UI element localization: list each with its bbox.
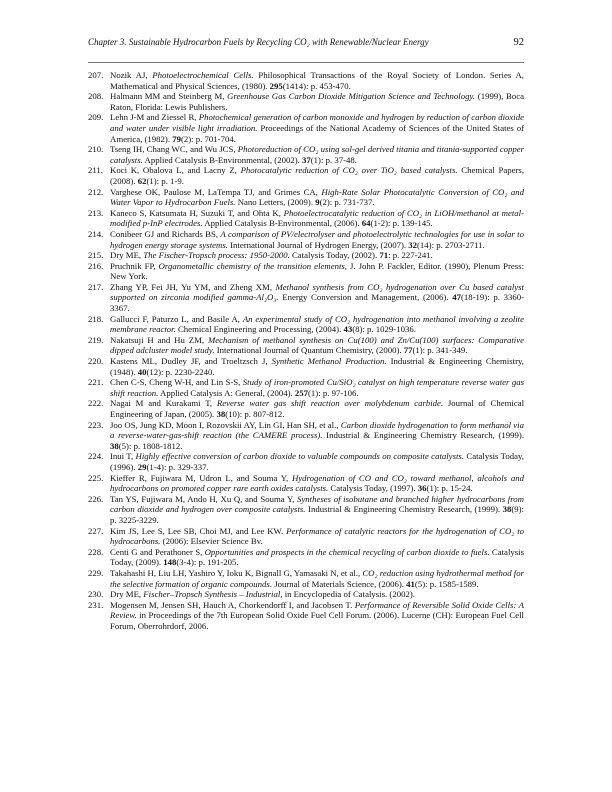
- reference-authors: Inui T,: [110, 451, 136, 462]
- reference-item: [88, 547, 524, 568]
- reference-authors: Dry ME,: [110, 589, 144, 600]
- reference-authors: Centi G and Perathoner S,: [110, 546, 205, 557]
- reference-title: An experimental study of CO₂ hydrogenation into methanol involving a zeolite membrane reactor.: [110, 313, 524, 335]
- reference-number: 223.: [88, 419, 104, 430]
- reference-title: The Fischer-Tropsch process: 1950-2000.: [143, 250, 290, 261]
- reference-volume: 37: [302, 154, 311, 165]
- reference-source: Applied Catalysis B-Environmental, (2006).: [202, 218, 362, 229]
- reference-title: High-Rate Solar Photocatalytic Conversion of CO₂ and Water Vapor to Hydrocarbon Fuels.: [110, 186, 524, 208]
- reference-item: [88, 314, 524, 335]
- reference-number: 207.: [88, 70, 104, 80]
- reference-item: [88, 589, 524, 600]
- reference-pages: (3-4): p. 191-205.: [176, 557, 239, 568]
- reference-title: Photoreduction of CO₂ using sol-gel derived titania and titania-supported copper catalysts.: [110, 144, 524, 165]
- reference-item: [88, 356, 524, 377]
- reference-pages: (9): p. 3225-3229.: [110, 504, 524, 525]
- reference-number: 219.: [88, 334, 104, 345]
- reference-item: [88, 420, 524, 452]
- reference-pages: (14): p. 2703-2711.: [417, 239, 485, 250]
- reference-source: Applied Catalysis A: General, (2004).: [158, 387, 295, 398]
- reference-authors: Lehn J-M and Ziessel R,: [110, 112, 199, 123]
- reference-number: 211.: [88, 165, 103, 176]
- reference-number: 225.: [88, 472, 104, 483]
- reference-number: 210.: [88, 144, 104, 155]
- reference-item: [88, 282, 524, 314]
- reference-source: Catalysis Today, (1997).: [328, 483, 418, 494]
- reference-volume: 257: [294, 387, 308, 398]
- reference-title: Photoelectrocatalytic reduction of CO₂ in LiOH/methanol at metal-modified p-InP electrodes.: [110, 207, 524, 229]
- reference-authors: Kieffer R, Fujiwara M, Udron L, and Souma Y,: [110, 472, 292, 483]
- reference-item: [88, 70, 524, 91]
- reference-item: [88, 187, 524, 208]
- reference-item: [88, 208, 524, 229]
- reference-source: Catalysis Today, (2002).: [289, 250, 380, 261]
- reference-authors: Gallucci F, Paturzo L, and Basile A,: [110, 313, 243, 324]
- reference-source: Catalysis Today, (1996).: [110, 451, 524, 472]
- reference-number: 212.: [88, 186, 104, 197]
- reference-title: Highly effective conversion of carbon dioxide to valuable compounds on composite catalysts.: [135, 451, 464, 462]
- reference-pages: (18-19): p. 3360-3367.: [110, 292, 524, 314]
- reference-title: Syntheses of isobutane and branched higher hydrocarbons from carbon dioxide and hydrogen over composite catalysts.: [110, 493, 524, 515]
- reference-pages: (1): p. 37-48.: [310, 154, 357, 165]
- reference-title: Organometallic chemistry of the transition elements: [158, 260, 345, 271]
- reference-title: CO₂ reduction using hydrothermal method for the selective formation of organic compounds.: [110, 567, 524, 589]
- reference-authors: Nagai M and Kurakami T,: [110, 398, 217, 409]
- reference-volume: 32: [408, 239, 417, 250]
- chapter-title: Chapter 3. Sustainable Hydrocarbon Fuels by Recycling CO₂ with Renewable/Nuclear Energy: [88, 37, 429, 47]
- reference-pages: : p. 227-241.: [388, 250, 433, 261]
- reference-title: Study of iron-promoted Cu/SiO₂ catalyst on high temperature reverse water gas shift reaction.: [110, 377, 524, 398]
- reference-title: Photocatalytic reduction of CO₂ over TiO₂ based catalysts.: [240, 165, 458, 176]
- reference-title: Photoelectrochemical Cells.: [152, 70, 254, 80]
- reference-item: [88, 600, 524, 632]
- reference-item: [88, 261, 524, 282]
- reference-title: Carbon dioxide hydrogenation to form methanol via a reverse-water-gas-shift reaction (the CAMERE process).: [110, 419, 524, 441]
- reference-source: Industrial & Engineering Chemistry, (1948).: [110, 356, 524, 377]
- reference-volume: 38: [502, 504, 512, 515]
- reference-pages: (5): p. 1808-1812.: [118, 440, 183, 451]
- reference-pages: (5): p. 1585-1589.: [414, 578, 479, 589]
- reference-number: 213.: [88, 207, 104, 218]
- reference-authors: Joo OS, Jung KD, Moon I, Rozovskii AY, Lin GI, Han SH, et al.,: [110, 419, 341, 430]
- reference-title: Hydrogenation of CO and CO₂ toward methanol, alcohols and hydrocarbons on promoted copper rare earth oxides catalysts.: [110, 472, 524, 494]
- reference-authors: Koci K, Obalova L, and Lacny Z,: [110, 165, 241, 176]
- reference-source: International Journal of Quantum Chemistry, (2000).: [214, 345, 404, 356]
- reference-title: Photochemical generation of carbon monoxide and hydrogen by reduction of carbon dioxide and water under visible light irradiation.: [110, 112, 524, 133]
- reference-pages: (12): p. 2230-2240.: [146, 366, 215, 377]
- reference-volume: 38: [216, 409, 226, 419]
- reference-volume: 71: [379, 250, 389, 261]
- reference-volume: 41: [406, 578, 415, 589]
- reference-source: Catalysis Today, (2009).: [110, 546, 524, 568]
- reference-source: International Journal of Hydrogen Energy, (2007).: [227, 239, 409, 250]
- reference-source: , in Encyclopedia of Catalysis. (2002).: [280, 589, 415, 600]
- reference-source: Chemical Papers, (2008).: [110, 165, 525, 186]
- reference-item: [88, 494, 524, 526]
- reference-pages: (1414): p. 453-470.: [282, 80, 351, 91]
- running-header: [88, 37, 524, 53]
- reference-list: [88, 70, 524, 631]
- reference-item: [88, 451, 524, 472]
- reference-number: 216.: [88, 260, 104, 271]
- reference-item: [88, 229, 524, 250]
- reference-source: Nano Letters, (2009).: [235, 197, 316, 208]
- reference-authors: Zhang YP, Fei JH, Yu YM, and Zheng XM,: [110, 281, 276, 292]
- reference-number: 222.: [88, 398, 104, 409]
- reference-authors: Kaneco S, Katsumata H, Suzuki T, and Ohta K,: [110, 207, 284, 218]
- reference-volume: 43: [343, 324, 353, 335]
- reference-volume: 40: [137, 366, 147, 377]
- reference-item: [88, 165, 524, 186]
- reference-number: 228.: [88, 546, 104, 557]
- reference-title: Methanol synthesis from CO₂ hydrogenation over Cu based catalyst supported on zirconia modified gamma-Al₂O₃.: [110, 281, 524, 303]
- reference-item: [88, 112, 524, 144]
- reference-source: Applied Catalysis B-Environmental, (2002).: [142, 154, 302, 165]
- reference-title: Performance of Reversible Solid Oxide Cells: A Review.: [110, 599, 524, 621]
- reference-source: (1999), Boca Raton, Florida: Lewis Publishers.: [110, 91, 524, 112]
- reference-authors: Conibeer GJ and Richards BS,: [110, 228, 221, 239]
- reference-volume: 38: [110, 440, 119, 451]
- reference-title: Synthetic Methanol Production.: [271, 356, 387, 367]
- reference-item: [88, 335, 524, 356]
- reference-source: Philosophical Transactions of the Royal Society of London. Series A, Mathematical and Physical Sciences, (1980).: [110, 70, 524, 91]
- reference-number: 226.: [88, 493, 104, 504]
- reference-title: Performance of catalytic reactors for the hydrogenation of CO₂ to hydrocarbons.: [110, 525, 525, 547]
- reference-authors: Nozik AJ,: [110, 70, 153, 80]
- reference-volume: 9: [315, 197, 320, 208]
- reference-title: A comparison of PV/electrolyser and photoelectrolytic technologies for use in solar to hydrogen energy storage systems.: [110, 228, 524, 250]
- reference-number: 215.: [88, 250, 104, 261]
- reference-authors: Takahashi H, Liu LH, Yashiro Y, Ioku K, Bignall G, Yamasaki N, et al.,: [110, 567, 363, 578]
- reference-number: 208.: [88, 91, 104, 102]
- reference-volume: 77: [403, 345, 413, 356]
- reference-authors: Tseng IH, Chang WC, and Wu JCS,: [110, 144, 238, 155]
- reference-volume: 47: [452, 292, 461, 303]
- reference-pages: (8): p. 1029-1036.: [352, 324, 416, 335]
- reference-item: [88, 377, 524, 398]
- reference-source: Proceedings of the National Academy of Sciences of the United States of America, (1982).: [110, 122, 524, 144]
- header-divider: [88, 62, 524, 63]
- reference-title: Greenhouse Gas Carbon Dioxide Mitigation Science and Technology.: [227, 91, 476, 102]
- reference-volume: 62: [137, 175, 147, 186]
- reference-pages: (2): p. 731-737.: [319, 197, 375, 208]
- reference-pages: (1): p. 341-349.: [412, 345, 468, 356]
- reference-pages: (1-4): p. 329-337.: [146, 461, 209, 472]
- reference-number: 230.: [88, 589, 104, 600]
- reference-volume: 79: [172, 133, 181, 144]
- reference-authors: Dry ME,: [110, 250, 144, 261]
- reference-source: Journal of Chemical Engineering of Japan, (2005).: [110, 398, 525, 419]
- reference-source: Chemical Engineering and Processing, (2004).: [175, 324, 344, 335]
- reference-item: [88, 473, 524, 494]
- reference-authors: Nakatsuji H and Hu ZM,: [110, 334, 208, 345]
- reference-item: [88, 526, 524, 547]
- reference-pages: (2): p. 701-704.: [180, 133, 236, 144]
- reference-source: (2006): Elsevier Science Bv.: [160, 536, 263, 547]
- reference-authors: Pruchnik FP,: [110, 260, 159, 271]
- reference-volume: 29: [137, 461, 147, 472]
- reference-volume: 36: [417, 483, 427, 494]
- reference-volume: 148: [163, 557, 177, 568]
- reference-number: 209.: [88, 112, 104, 123]
- reference-title: Reverse water gas shift reaction over molybdenum carbide.: [216, 398, 444, 409]
- reference-number: 217.: [88, 281, 104, 292]
- reference-item: [88, 398, 524, 419]
- reference-number: 214.: [88, 228, 104, 239]
- reference-source: Energy Conversion and Management, (2006).: [278, 292, 453, 303]
- reference-title: Fischer–Tropsch Synthesis – Industrial: [143, 589, 281, 600]
- reference-source: Industrial & Engineering Chemistry Research, (1999).: [305, 504, 503, 515]
- reference-number: 220.: [88, 356, 104, 367]
- reference-number: 231.: [88, 599, 104, 610]
- reference-source: Industrial & Engineering Chemistry Research, (1999).: [322, 430, 525, 441]
- reference-title: Mechanism of methanol synthesis on Cu(100) and Zn/Cu(100) surfaces: Comparative dipped adcluster model study.: [110, 334, 524, 356]
- reference-source: in Proceedings of the 7th European Solid Oxide Fuel Cell Forum. (2006). Lucerne (CH): European Fuel Cell Forum, Oberrohrdorf, 2006.: [110, 610, 524, 631]
- reference-pages: (1): p. 1-9.: [146, 175, 184, 186]
- reference-item: [88, 91, 524, 112]
- reference-authors: Mogensen M, Jensen SH, Hauch A, Chorkendorff I, and Jacobsen T.: [110, 599, 355, 610]
- reference-volume: 64: [361, 218, 371, 229]
- reference-authors: Halmann MM and Steinberg M,: [110, 91, 228, 102]
- reference-pages: (1-2): p. 139-145.: [370, 218, 433, 229]
- page-number: 92: [513, 37, 524, 48]
- reference-authors: Tan YS, Fujiwara M, Ando H, Xu Q, and Souma Y,: [110, 493, 298, 504]
- reference-authors: Varghese OK, Paulose M, LaTempa TJ, and Grimes CA,: [110, 186, 322, 197]
- reference-number: 224.: [88, 451, 104, 462]
- reference-authors: Kim JS, Lee S, Lee SB, Choi MJ, and Lee KW.: [110, 525, 287, 536]
- reference-authors: Kastens ML, Dudley JF, and Troeltzsch J,: [110, 356, 272, 367]
- reference-source: , J. John P. Fackler, Editor. (1990), Plenum Press: New York.: [110, 260, 524, 282]
- reference-pages: (1): p. 15-24.: [426, 483, 473, 494]
- reference-number: 221.: [88, 377, 104, 388]
- reference-item: [88, 250, 524, 261]
- reference-pages: (1): p. 97-106.: [308, 387, 359, 398]
- reference-item: [88, 568, 524, 589]
- reference-authors: Chen C-S, Cheng W-H, and Lin S-S,: [110, 377, 243, 388]
- reference-number: 229.: [88, 567, 104, 578]
- reference-source: Journal of Materials Science, (2006).: [272, 578, 407, 589]
- reference-title: Opportunities and prospects in the chemical recycling of carbon dioxide to fuels.: [204, 546, 490, 557]
- reference-item: [88, 144, 524, 165]
- reference-number: 218.: [88, 313, 104, 324]
- reference-pages: (10): p. 807-812.: [225, 409, 285, 419]
- reference-volume: 295: [269, 80, 283, 91]
- reference-number: 227.: [88, 525, 104, 536]
